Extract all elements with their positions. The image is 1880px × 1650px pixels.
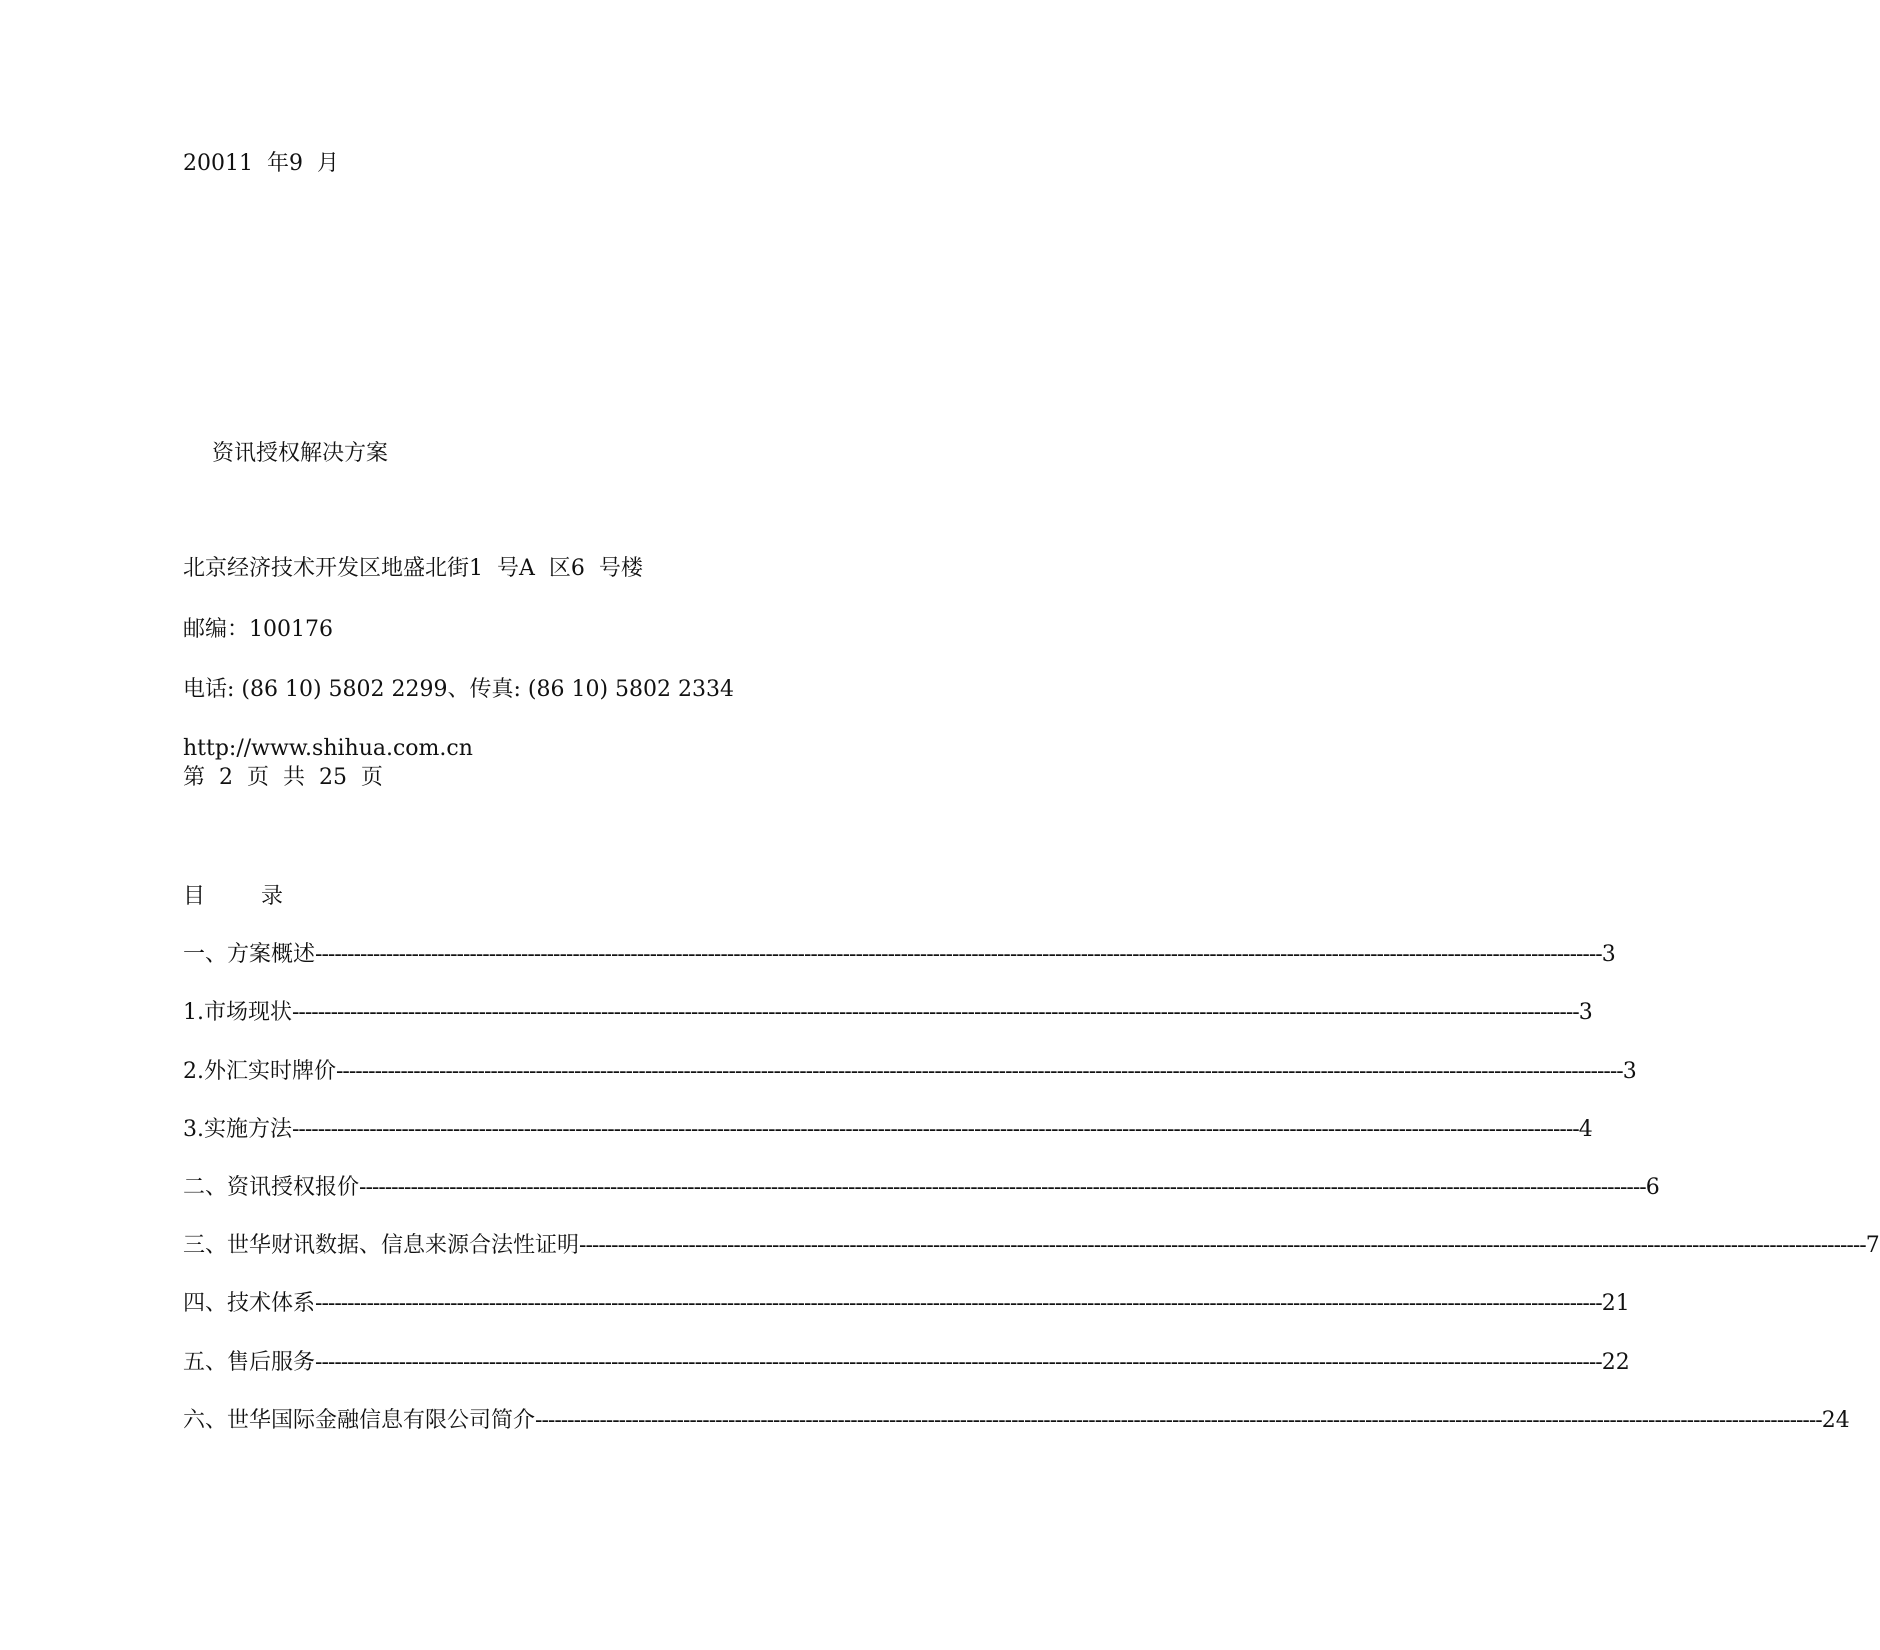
toc-leader: -------------------------------------------------------------------------------------------------------------------------------------------------------------------------------------------------------- <box>315 1350 1602 1375</box>
toc-leader: -------------------------------------------------------------------------------------------------------------------------------------------------------------------------------------------------------- <box>315 942 1602 967</box>
company-address: 北京经济技术开发区地盛北街1 号A 区6 号楼 <box>183 556 643 581</box>
toc-entry-label: 六、世华国际金融信息有限公司简介 <box>183 1408 536 1433</box>
toc-leader: -------------------------------------------------------------------------------------------------------------------------------------------------------------------------------------------------------- <box>535 1408 1822 1433</box>
toc-entry-label: 四、技术体系 <box>183 1291 316 1316</box>
document-title: 资讯授权解决方案 <box>212 441 389 466</box>
toc-entry-page: 3 <box>1622 1059 1637 1084</box>
toc-entry-label: 2.外汇实时牌价 <box>183 1059 336 1084</box>
toc-entry[interactable] <box>183 1174 1660 1202</box>
toc-entry-page: 22 <box>1601 1350 1630 1375</box>
phone-fax: 电话: (86 10) 5802 2299、传真: (86 10) 5802 2334 <box>183 677 735 702</box>
toc-entry-label: 3.实施方法 <box>183 1117 292 1142</box>
toc-entry[interactable] <box>183 999 1593 1027</box>
toc-entry[interactable] <box>183 1407 1850 1435</box>
toc-entry[interactable] <box>183 941 1616 969</box>
toc-entry-page: 4 <box>1578 1117 1593 1142</box>
toc-entry-page: 21 <box>1601 1291 1630 1316</box>
page-indicator: 第 2 页 共 25 页 <box>183 765 383 790</box>
toc-leader: -------------------------------------------------------------------------------------------------------------------------------------------------------------------------------------------------------- <box>336 1059 1623 1084</box>
toc-entry-label: 一、方案概述 <box>183 942 316 967</box>
toc-entry-page: 24 <box>1821 1408 1850 1433</box>
toc-entry[interactable] <box>183 1116 1593 1144</box>
toc-leader: -------------------------------------------------------------------------------------------------------------------------------------------------------------------------------------------------------- <box>359 1175 1646 1200</box>
toc-entry[interactable] <box>183 1232 1880 1260</box>
cover-date: 20011 年9 月 <box>183 151 339 176</box>
toc-heading: 目 录 <box>183 884 283 909</box>
toc-entry[interactable] <box>183 1349 1630 1377</box>
toc-leader: -------------------------------------------------------------------------------------------------------------------------------------------------------------------------------------------------------- <box>315 1291 1602 1316</box>
toc-entry[interactable] <box>183 1290 1630 1318</box>
website-link[interactable]: http://www.shihua.com.cn <box>183 736 473 761</box>
toc-entry-page: 3 <box>1578 1000 1593 1025</box>
toc-entry-page: 3 <box>1601 942 1616 967</box>
toc-entry-page: 6 <box>1645 1175 1660 1200</box>
toc-entry-label: 1.市场现状 <box>183 1000 292 1025</box>
toc-leader: -------------------------------------------------------------------------------------------------------------------------------------------------------------------------------------------------------- <box>292 1117 1579 1142</box>
toc-entry-label: 二、资讯授权报价 <box>183 1175 360 1200</box>
toc-entry-label: 三、世华财讯数据、信息来源合法性证明 <box>183 1233 580 1258</box>
toc-leader: -------------------------------------------------------------------------------------------------------------------------------------------------------------------------------------------------------- <box>292 1000 1579 1025</box>
toc-entry-label: 五、售后服务 <box>183 1350 316 1375</box>
toc-leader: -------------------------------------------------------------------------------------------------------------------------------------------------------------------------------------------------------- <box>579 1233 1866 1258</box>
toc-entry[interactable] <box>183 1058 1637 1086</box>
toc-entry-page: 7 <box>1865 1233 1880 1258</box>
postcode: 邮编：100176 <box>183 617 333 642</box>
